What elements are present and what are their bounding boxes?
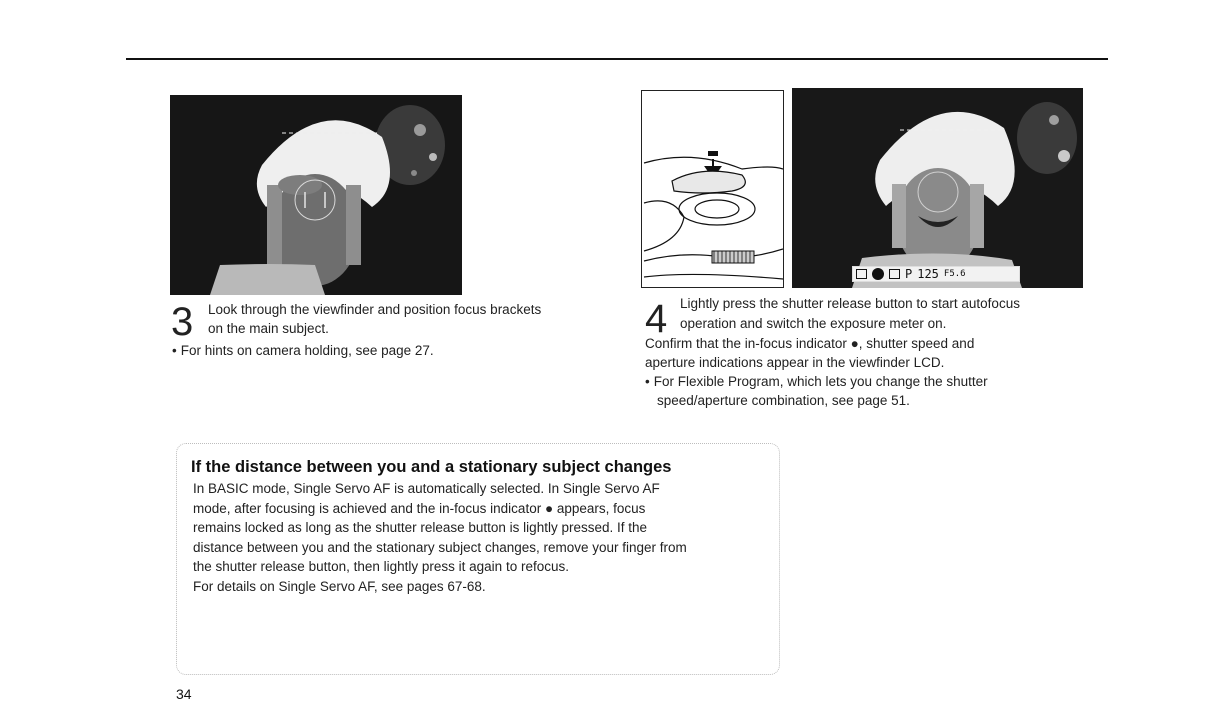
step-4-line-3: Confirm that the in-focus indicator ●, shutter speed and — [645, 336, 975, 351]
step-3-number: 3 — [171, 300, 194, 344]
step-3-bullet: • For hints on camera holding, see page 27. — [172, 341, 434, 360]
step-4-bullet-line-2: speed/aperture combination, see page 51. — [657, 393, 910, 408]
step-4-bullet-line-1: • For Flexible Program, which lets you change the shutter — [645, 372, 988, 391]
note-title: If the distance between you and a stationary subject changes — [191, 458, 672, 476]
viewfinder-photo-step3 — [170, 95, 462, 295]
note-line: For details on Single Servo AF, see pages 67-68. — [193, 578, 486, 594]
step-4-line-4: aperture indications appear in the viewfinder LCD. — [645, 355, 945, 370]
lcd-aperture: F5.6 — [943, 269, 966, 279]
note-line: remains locked as long as the shutter release button is lightly pressed. If the — [193, 520, 647, 535]
note-body — [193, 479, 768, 596]
step-3-line-1: Look through the viewfinder and position focus brackets — [208, 302, 542, 317]
step-3-line-2: on the main subject. — [208, 321, 329, 336]
note-line: In BASIC mode, Single Servo AF is automatically selected. In Single Servo AF — [193, 481, 660, 496]
viewfinder-lcd-readout — [852, 266, 1020, 282]
lcd-mode: P — [905, 267, 913, 281]
shutter-press-illustration — [641, 90, 784, 288]
note-line: mode, after focusing is achieved and the in-focus indicator ● appears, focus — [193, 500, 646, 516]
lcd-shutter-speed: 125 — [917, 267, 939, 281]
step-4-line-2: operation and switch the exposure meter on. — [680, 316, 947, 331]
page-number: 34 — [176, 686, 192, 702]
step-4-number: 4 — [645, 297, 668, 341]
note-line: distance between you and the stationary subject changes, remove your finger from — [193, 539, 687, 555]
frame-indicator-icon — [856, 269, 867, 279]
header-rule — [126, 58, 1108, 60]
step-4-line-1: Lightly press the shutter release button to start autofocus — [680, 296, 1020, 311]
metering-mode-icon — [889, 269, 900, 279]
note-line: the shutter release button, then lightly press it again to refocus. — [193, 559, 569, 574]
viewfinder-photo-step4 — [792, 88, 1083, 288]
in-focus-indicator-icon — [872, 268, 884, 280]
